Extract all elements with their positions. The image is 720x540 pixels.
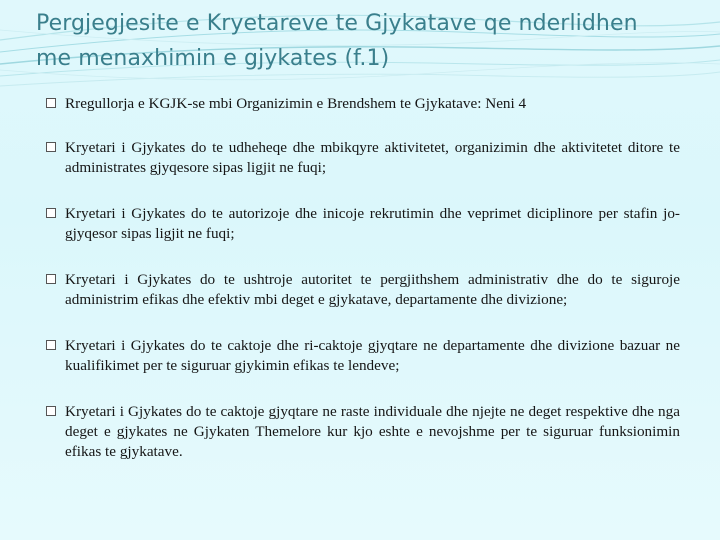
bullet-item (46, 270, 680, 310)
bullet-text: Kryetari i Gjykates do te autorizoje dhe inicoje rekrutimin dhe veprimet diciplinore per stafin jo-gjyqesor sipas ligjit ne fuqi; (65, 205, 680, 242)
bullet-text: Kryetari i Gjykates do te ushtroje autoritet te pergjithshem administrativ dhe do te siguroje administrim efikas dhe efektiv mbi deget e gjykatave, departamente dhe divizione; (65, 271, 680, 308)
bullet-item (46, 204, 680, 244)
square-bullet-icon (46, 274, 56, 284)
bullet-text: Kryetari i Gjykates do te caktoje gjyqtare ne raste individuale dhe njejte ne deget respektive dhe nga deget e gjykates ne Gjykaten Themelore kur kjo eshte e nevojshme per te siguruar funksionimin efikas te gjykatave. (65, 403, 680, 460)
bullet-list (46, 94, 680, 488)
bullet-item (46, 336, 680, 376)
square-bullet-icon (46, 98, 56, 108)
bullet-item (46, 402, 680, 462)
square-bullet-icon (46, 142, 56, 152)
bullet-text: Kryetari i Gjykates do te caktoje dhe ri-caktoje gjyqtare ne departamente dhe divizione bazuar ne kualifikimet per te siguruar gjykimin efikas te lendeve; (65, 337, 680, 374)
bullet-text: Kryetari i Gjykates do te udheheqe dhe mbikqyre aktivitetet, organizimin dhe aktivitetet ditore te administrates gjyqesore sipas ligjit ne fuqi; (65, 139, 680, 176)
bullet-item (46, 94, 680, 114)
bullet-item (46, 138, 680, 178)
square-bullet-icon (46, 406, 56, 416)
square-bullet-icon (46, 340, 56, 350)
square-bullet-icon (46, 208, 56, 218)
slide-title: Pergjegjesite e Kryetareve te Gjykatave qe nderlidhen me menaxhimin e gjykates (f.1) (36, 11, 638, 71)
bullet-text: Rregullorja e KGJK-se mbi Organizimin e Brendshem te Gjykatave: Neni 4 (65, 95, 527, 112)
